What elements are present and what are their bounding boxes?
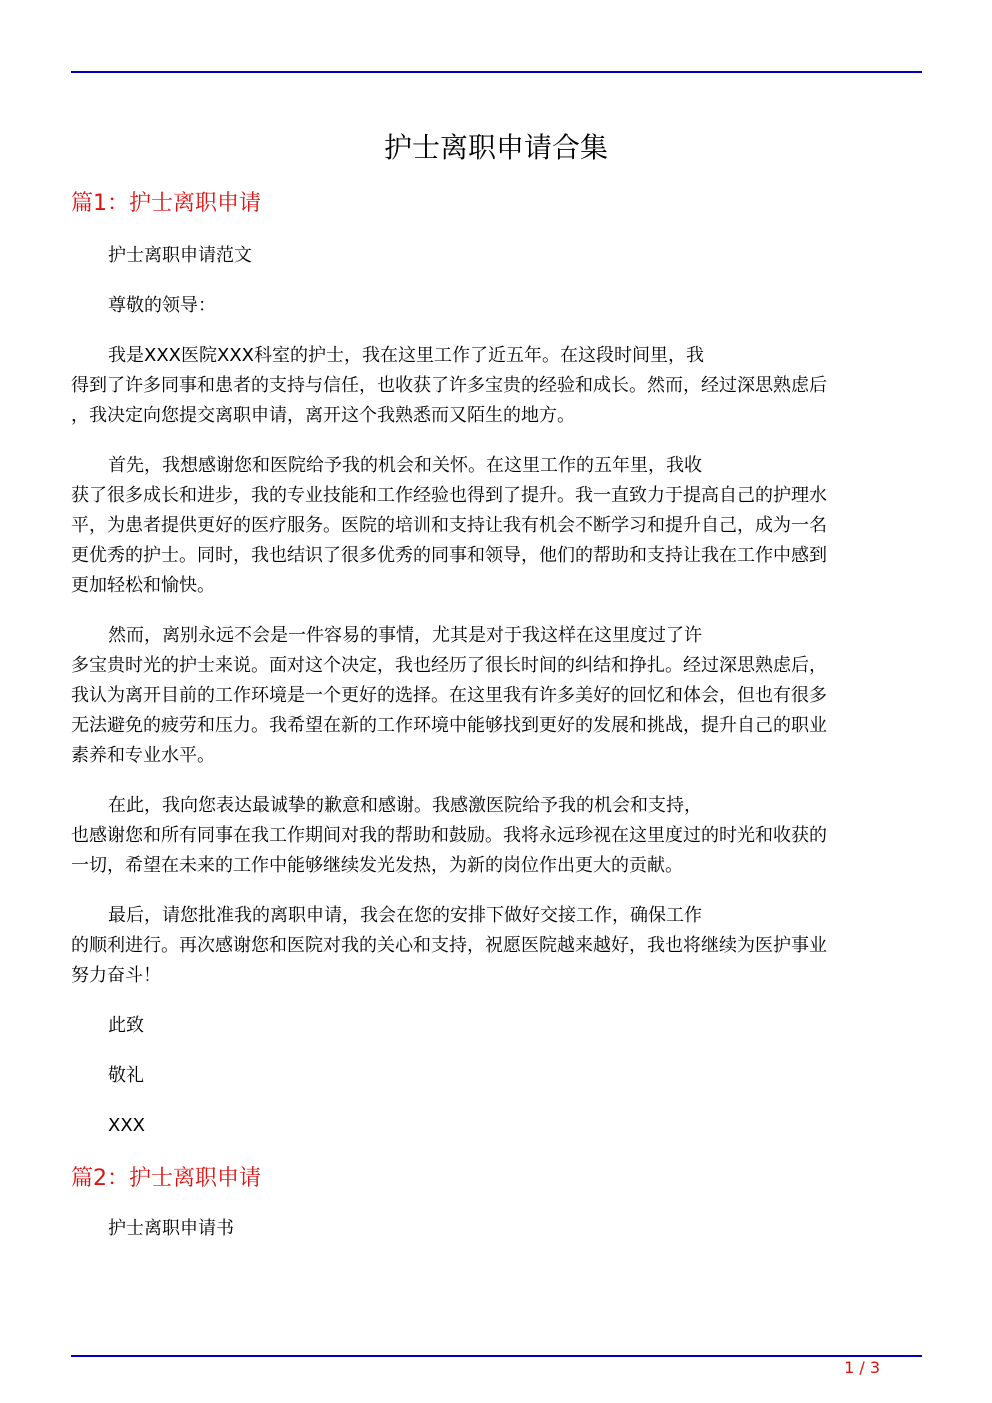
paragraph: [71, 1111, 921, 1141]
text-line: 得到了许多同事和患者的支持与信任，也收获了许多宝贵的经验和成长。然而，经过深思熟虑后: [71, 375, 827, 396]
text-line: 更加轻松和愉快。: [71, 575, 215, 596]
paragraph: [71, 1061, 921, 1091]
text-line: 更优秀的护士。同时，我也结识了很多优秀的同事和领导，他们的帮助和支持让我在工作中感到: [71, 545, 827, 566]
paragraph: [71, 291, 921, 321]
text-line: XXX: [108, 1115, 145, 1136]
text-line: 最后，请您批准我的离职申请，我会在您的安排下做好交接工作，确保工作: [108, 905, 702, 926]
text-line: 我认为离开目前的工作环境是一个更好的选择。在这里我有许多美好的回忆和体会，但也有很多: [71, 685, 827, 706]
paragraph: [71, 341, 921, 431]
text-line: 此致: [108, 1015, 144, 1036]
text-line: 也感谢您和所有同事在我工作期间对我的帮助和鼓励。我将永远珍视在这里度过的时光和收获的: [71, 825, 827, 846]
text-line: ，我决定向您提交离职申请，离开这个我熟悉而又陌生的地方。: [71, 405, 575, 426]
text-line: 护士离职申请书: [108, 1218, 234, 1239]
text-line: 护士离职申请范文: [108, 245, 252, 266]
document-body: [71, 186, 921, 1264]
text-line: 尊敬的领导：: [108, 295, 216, 316]
paragraph: [71, 791, 921, 881]
paragraph: [71, 1011, 921, 1041]
paragraph: [71, 621, 921, 771]
text-line: 平，为患者提供更好的医疗服务。医院的培训和支持让我有机会不断学习和提升自己，成为一名: [71, 515, 827, 536]
header-rule: [71, 71, 922, 73]
paragraph: [71, 241, 921, 271]
text-line: 努力奋斗！: [71, 965, 161, 986]
text-line: 我是XXX医院XXX科室的护士，我在这里工作了近五年。在这段时间里，我: [108, 345, 704, 366]
text-line: 多宝贵时光的护士来说。面对这个决定，我也经历了很长时间的纠结和挣扎。经过深思熟虑后，: [71, 655, 827, 676]
paragraph: [71, 1214, 921, 1244]
text-line: 首先，我想感谢您和医院给予我的机会和关怀。在这里工作的五年里，我收: [108, 455, 702, 476]
paragraph: [71, 451, 921, 601]
text-line: 获了很多成长和进步，我的专业技能和工作经验也得到了提升。我一直致力于提高自己的护理水: [71, 485, 827, 506]
footer-rule: [71, 1355, 922, 1357]
page-number: 1 / 3: [844, 1358, 880, 1377]
section-heading: 篇1：护士离职申请: [71, 191, 261, 216]
text-line: 一切，希望在未来的工作中能够继续发光发热，为新的岗位作出更大的贡献。: [71, 855, 683, 876]
text-line: 在此，我向您表达最诚挚的歉意和感谢。我感激医院给予我的机会和支持，: [108, 795, 702, 816]
text-line: 然而，离别永远不会是一件容易的事情，尤其是对于我这样在这里度过了许: [108, 625, 702, 646]
section-heading: 篇2：护士离职申请: [71, 1166, 261, 1191]
text-line: 的顺利进行。再次感谢您和医院对我的关心和支持，祝愿医院越来越好，我也将继续为医护事业: [71, 935, 827, 956]
text-line: 素养和专业水平。: [71, 745, 215, 766]
text-line: 无法避免的疲劳和压力。我希望在新的工作环境中能够找到更好的发展和挑战，提升自己的职业: [71, 715, 827, 736]
document-title: 护士离职申请合集: [383, 131, 608, 164]
text-line: 敬礼: [108, 1065, 144, 1086]
paragraph: [71, 901, 921, 991]
